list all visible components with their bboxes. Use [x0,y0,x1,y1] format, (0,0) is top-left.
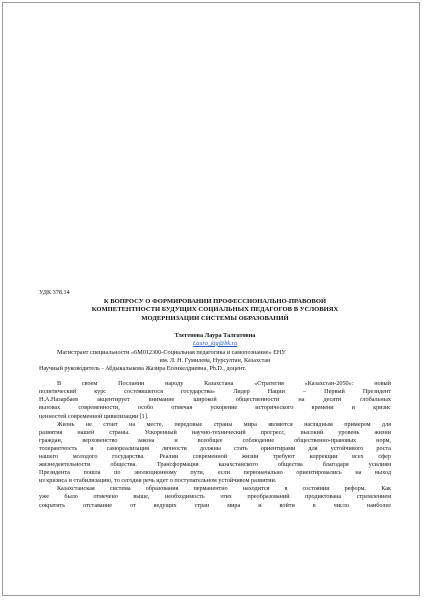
title-line: МОДЕРНИЗАЦИИ СИСТЕМЫ ОБРАЗОВАНИЙ [141,314,289,322]
paragraph [39,485,391,509]
title-line: КОМПЕТЕНТНОСТИ БУДУЩИХ СОЦИАЛЬНЫХ ПЕДАГОГОВ В УСЛОВИЯХ [91,306,339,314]
paragraph [39,421,391,486]
text-line: развития нашей страны. Ускоренный научно-технический прогресс, высокий уровень жизни [39,428,391,436]
scientific-advisor: Научный руководитель - Абдыкалыкова Жазира Есенкелдиевна, Ph.D., доцент. [39,365,246,373]
text-line: Жизнь не стоит на месте, передовые страны мира являются наглядным примером для [57,420,391,428]
text-line: сократить отставание от ведущих стран мира и войти в число наиболее [39,501,391,509]
author-name: Тлегенова Лаура Талгатовна [174,331,256,339]
text-line: уже было отмечено выше, необходимость этих преобразований продиктована стремлением [39,493,391,501]
text-line: толерантность и самореализация личности должны стать ориентирами для устойчивого роста [39,444,391,452]
affiliation-line: Магистрант специальности «6М012300-Социальная педагогика и самопознание» ЕНУ [57,348,286,356]
paragraph [39,380,391,420]
text-line: жизнедеятельности общества. Трансформация казахстанского общества благодаря усилиям [39,461,391,469]
affiliation-line: им. Л. Н. Гумилева, Нурсултан, Казахстан [159,356,271,364]
text-line: политический курс состоявшегося государства» Лидер Нации – Первый Президент [39,388,391,396]
title-line: К ВОПРОСУ О ФОРМИРОВАНИИ ПРОФЕССИОНАЛЬНО-ПРАВОВОЙ [103,298,327,306]
text-line: Президента пошла по эволюционному пути, если первоначально ориентировались на выход [39,469,391,477]
text-line: граждан, верховенство закона и всеобщее соблюдение общественно-правовых норм, [39,436,391,444]
article-body [39,289,391,510]
text-line: Казахстанская система образования перманентно находится в состоянии реформ. Как [57,485,391,493]
article-title [39,298,391,323]
author-email-link[interactable]: Laura_ktg@bk.ru [192,339,238,347]
text-line: В своем Послании народу Казахстана «Стратегия «Казахстан-2050»: новый [57,380,391,388]
text-line: ценностей современной цивилизации [1]. [39,412,149,420]
text-line: из кризиса и стабилизацию, то сегодня речь идет о поступательном устойчивом развитии. [39,477,277,485]
text-line: Н.А.Назарбаев акцентирует внимание широкой общественности на десяти глобальных [39,396,391,404]
document-page [2,2,420,596]
text-line: вызовах современности, особо отмечая ускорение исторического времени и кризис [39,404,391,412]
text-line: нашего молодого государства. Реалии современной жизни требуют коррекции всех сфер [39,453,391,461]
udk-code: УДК 378.14 [39,289,70,296]
